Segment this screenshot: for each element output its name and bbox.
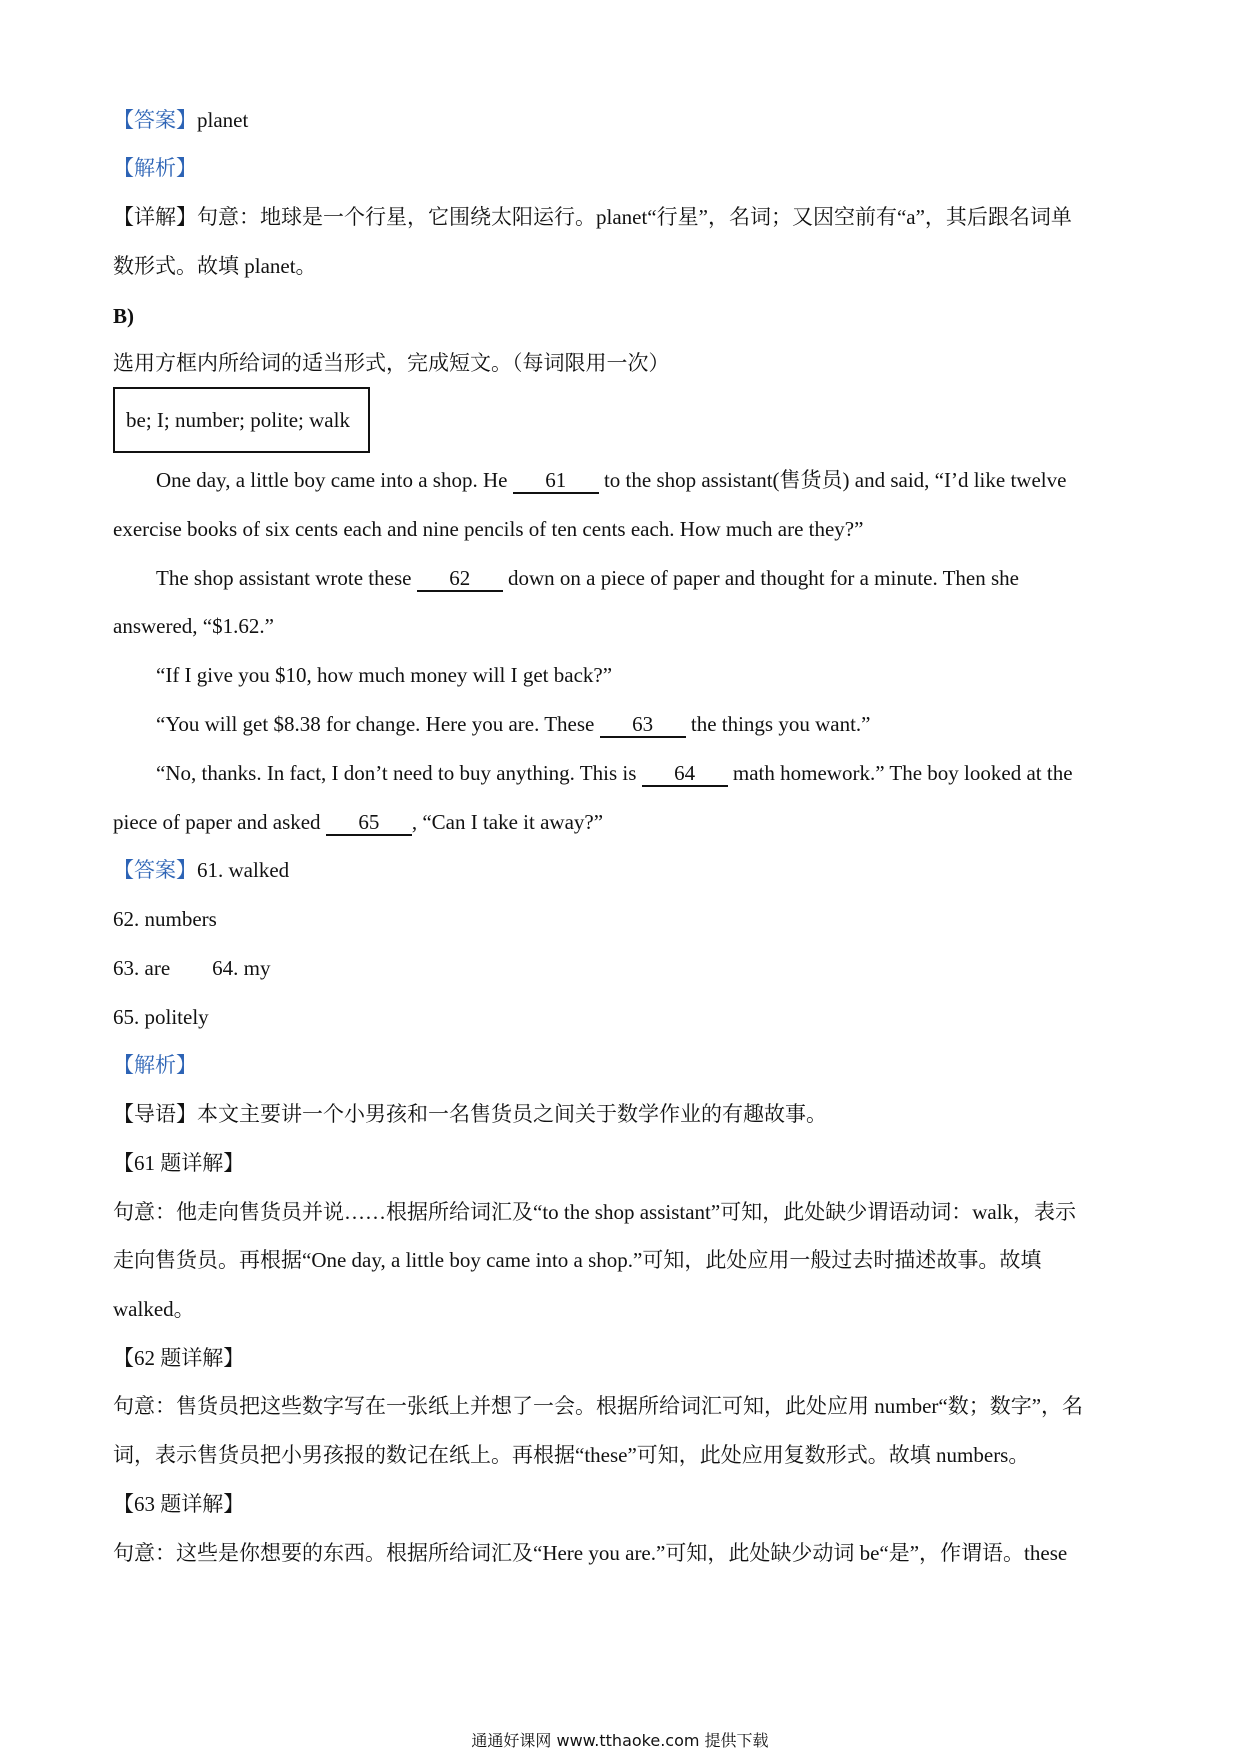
q61-line-2: 走向售货员。再根据“One day, a little boy came into a shop.”可知，此处应用一般过去时描述故事。故填 — [113, 1248, 1042, 1272]
answer-65: 65. politely — [113, 1005, 209, 1029]
answer-tag: 【答案】 — [113, 108, 197, 132]
intro-text: 本文主要讲一个小男孩和一名售货员之间关于数学作业的有趣故事。 — [197, 1102, 827, 1126]
section-instruction: 选用方框内所给词的适当形式，完成短文。（每词限用一次） — [113, 351, 670, 375]
passage-text: , “Can I take it away?” — [411, 810, 604, 834]
intro-line — [113, 1100, 827, 1128]
answers-tag: 【答案】 — [113, 858, 197, 882]
passage-text: the things you want.” — [685, 712, 871, 736]
detail-line-2: 数形式。故填 planet。 — [113, 254, 317, 278]
passage-text: to the shop assistant(售货员) and said, “I’d like twelve — [598, 468, 1067, 492]
passage-text: “You will get $8.38 for change. Here you are. These — [156, 712, 600, 736]
detail-tag: 【详解】 — [113, 205, 197, 229]
passage-p5-line2 — [113, 808, 603, 836]
blank-65: 65 — [326, 810, 412, 836]
footer-watermark: 通通好课网 www.tthaoke.com 提供下载 — [471, 1731, 769, 1750]
q61-line-1: 句意：他走向售货员并说……根据所给词汇及“to the shop assistant”可知，此处缺少谓语动词：walk，表示 — [113, 1200, 1077, 1224]
answer-line — [113, 106, 248, 134]
blank-63: 63 — [600, 712, 686, 738]
word-box: be; I; number; polite; walk — [113, 387, 370, 453]
answer-64: 64. my — [212, 956, 271, 980]
detail-line-1 — [113, 203, 1072, 231]
section-label: B) — [113, 304, 134, 328]
q61-tag: 【61 题详解】 — [113, 1151, 245, 1175]
q62-tag: 【62 题详解】 — [113, 1346, 245, 1370]
answer-61: 61. walked — [197, 858, 290, 882]
analysis-tag-2: 【解析】 — [113, 1053, 197, 1077]
intro-tag: 【导语】 — [113, 1102, 197, 1126]
passage-p1-line1 — [156, 466, 1066, 494]
passage-p5-line1 — [156, 759, 1073, 787]
passage-p1-line2: exercise books of six cents each and nine pencils of ten cents each. How much are they?” — [113, 517, 864, 541]
q62-line-1: 句意：售货员把这些数字写在一张纸上并想了一会。根据所给词汇可知，此处应用 number“数；数字”，名 — [113, 1394, 1084, 1418]
passage-text: math homework.” The boy looked at the — [727, 761, 1073, 785]
answers-63-64 — [113, 954, 270, 982]
answers-line — [113, 856, 289, 884]
blank-62: 62 — [417, 566, 503, 592]
passage-text: down on a piece of paper and thought for a minute. Then she — [502, 566, 1019, 590]
passage-p2-line2: answered, “$1.62.” — [113, 614, 274, 638]
q63-tag: 【63 题详解】 — [113, 1492, 245, 1516]
answer-62: 62. numbers — [113, 907, 217, 931]
answer-63: 63. are — [113, 956, 171, 980]
q62-line-2: 词，表示售货员把小男孩报的数记在纸上。再根据“these”可知，此处应用复数形式。故填 numbers。 — [113, 1443, 1030, 1467]
answer-text: planet — [197, 108, 249, 132]
passage-text: piece of paper and asked — [113, 810, 326, 834]
analysis-tag: 【解析】 — [113, 156, 197, 180]
detail-text-1: 句意：地球是一个行星，它围绕太阳运行。planet“行星”，名词；又因空前有“a”，其后跟名词单 — [197, 205, 1072, 229]
passage-p3: “If I give you $10, how much money will I get back?” — [156, 663, 613, 687]
passage-p2-line1 — [156, 564, 1019, 592]
blank-61: 61 — [513, 468, 599, 494]
passage-text: One day, a little boy came into a shop. He — [156, 468, 513, 492]
passage-text: The shop assistant wrote these — [156, 566, 417, 590]
q61-line-3: walked。 — [113, 1297, 195, 1321]
blank-64: 64 — [642, 761, 728, 787]
passage-text: “No, thanks. In fact, I don’t need to buy anything. This is — [156, 761, 642, 785]
q63-line-1: 句意：这些是你想要的东西。根据所给词汇及“Here you are.”可知，此处缺少动词 be“是”，作谓语。these — [113, 1541, 1068, 1565]
passage-p4 — [156, 710, 871, 738]
